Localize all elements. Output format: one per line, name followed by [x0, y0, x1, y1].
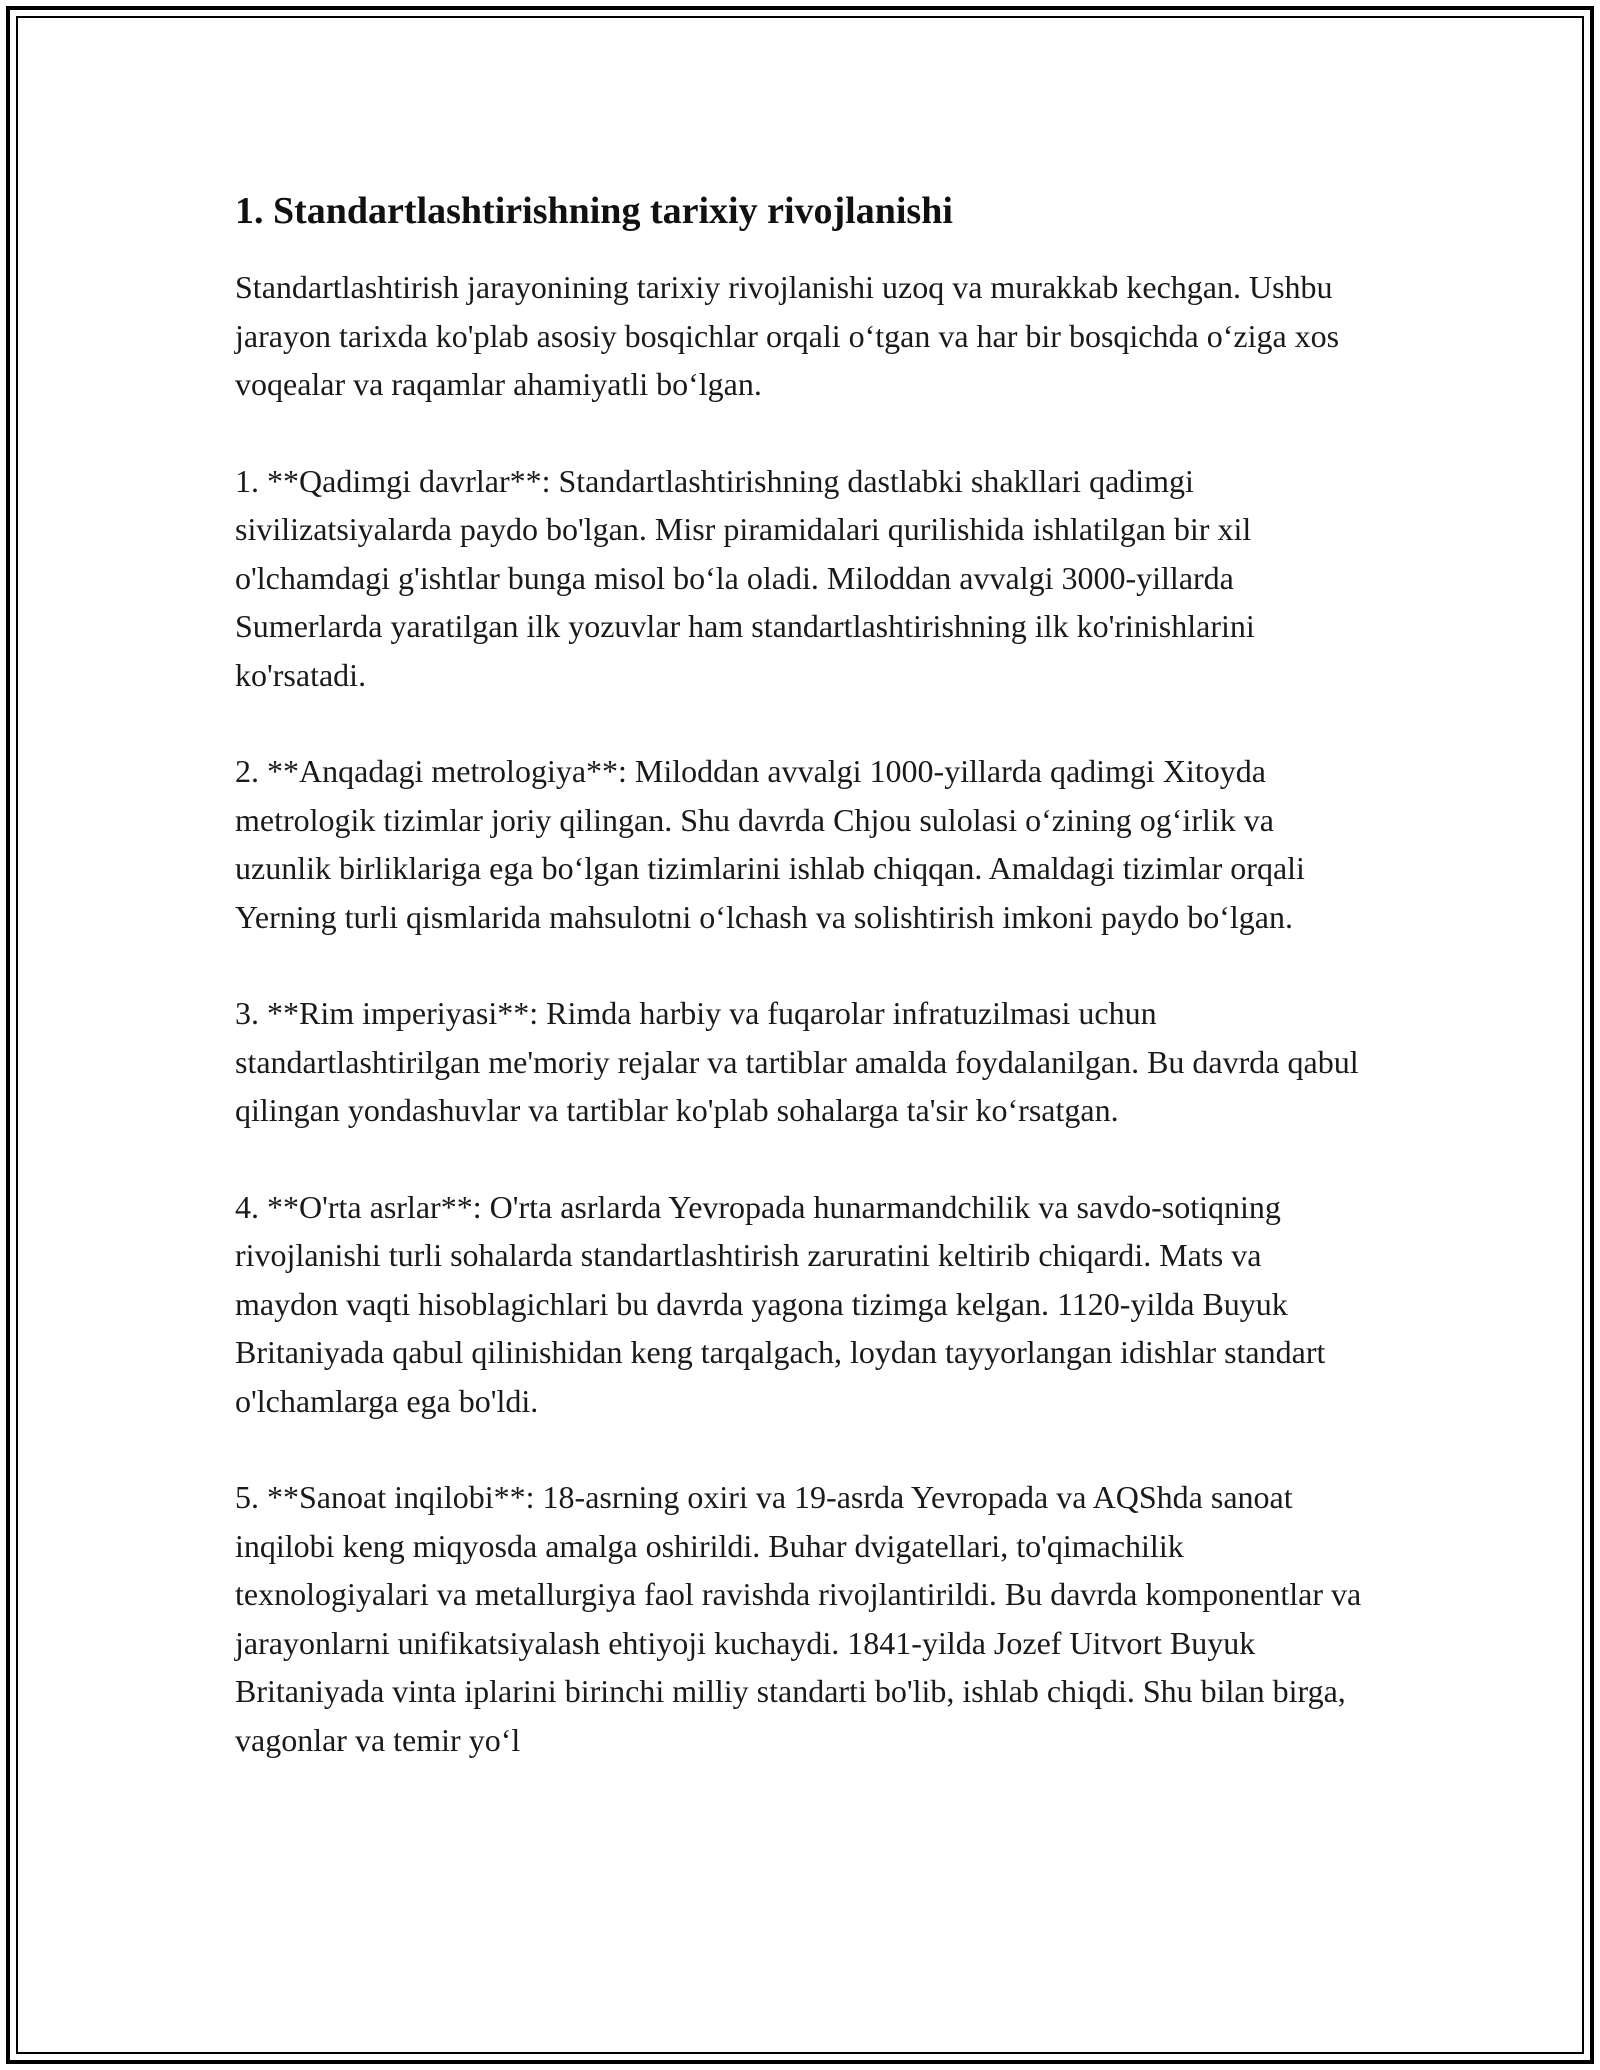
intro-paragraph: Standartlashtirish jarayonining tarixiy rivojlanishi uzoq va murakkab kechgan. Ushbu jarayon tarixda ko'plab asosiy bosqichlar orqali o‘tgan va har bir bosqichda o‘ziga xos voqealar va raqamlar ahamiyatli bo‘lgan. — [235, 269, 1340, 402]
paragraph-middle-ages: 4. **O'rta asrlar**: O'rta asrlarda Yevropada hunarmandchilik va savdo-sotiqning rivojlanishi turli sohalarda standartlashtirish zaruratini keltirib chiqardi. Mats va maydon vaqti hisoblagichlari bu davrda yagona tizimga kelgan. 1120-yilda Buyuk Britaniyada qabul qilinishidan keng tarqalgach, loydan tayyorlangan idishlar standart o'lchamlarga ega bo'ldi. — [235, 1188, 1326, 1419]
document-body — [235, 185, 1370, 1812]
section-heading: 1. Standartlashtirishning tarixiy rivojlanishi — [235, 190, 953, 232]
paragraph-metrology: 2. **Anqadagi metrologiya**: Miloddan avvalgi 1000-yillarda qadimgi Xitoyda metrologik tizimlar joriy qilingan. Shu davrda Chjou sulolasi o‘zining og‘irlik va uzunlik birliklariga ega bo‘lgan tizimlarini ishlab chiqqan. Amaldagi tizimlar orqali Yerning turli qismlarida mahsulotni o‘lchash va solishtirish imkoni paydo bo‘lgan. — [235, 753, 1305, 935]
paragraph-industrial-revolution: 5. **Sanoat inqilobi**: 18-asrning oxiri va 19-asrda Yevropada va AQShda sanoat inqilobi keng miqyosda amalga oshirildi. Buhar dvigatellari, to'qimachilik texnologiyalari va metallurgiya faol ravishda rivojlantirildi. Bu davrda komponentlar va jarayonlarni unifikatsiyalash ehtiyoji kuchaydi. 1841-yilda Jozef Uitvort Buyuk Britaniyada vinta iplarini birinchi milliy standarti bo'lib, ishlab chiqdi. Shu bilan birga, vagonlar va temir yo‘l — [235, 1479, 1362, 1758]
paragraph-roman-empire: 3. **Rim imperiyasi**: Rimda harbiy va fuqarolar infratuzilmasi uchun standartlashtirilgan me'moriy rejalar va tartiblar amalda foydalanilgan. Bu davrda qabul qilingan yondashuvlar va tartiblar ko'plab sohalarga ta'sir ko‘rsatgan. — [235, 995, 1359, 1128]
paragraph-ancient-periods: 1. **Qadimgi davrlar**: Standartlashtirishning dastlabki shakllari qadimgi sivilizatsiyalarda paydo bo'lgan. Misr piramidalari qurilishida ishlatilgan bir xil o'lchamdagi g'ishtlar bunga misol bo‘la oladi. Miloddan avvalgi 3000-yillarda Sumerlarda yaratilgan ilk yozuvlar ham standartlashtirishning ilk ko'rinishlarini ko'rsatadi. — [235, 462, 1255, 693]
